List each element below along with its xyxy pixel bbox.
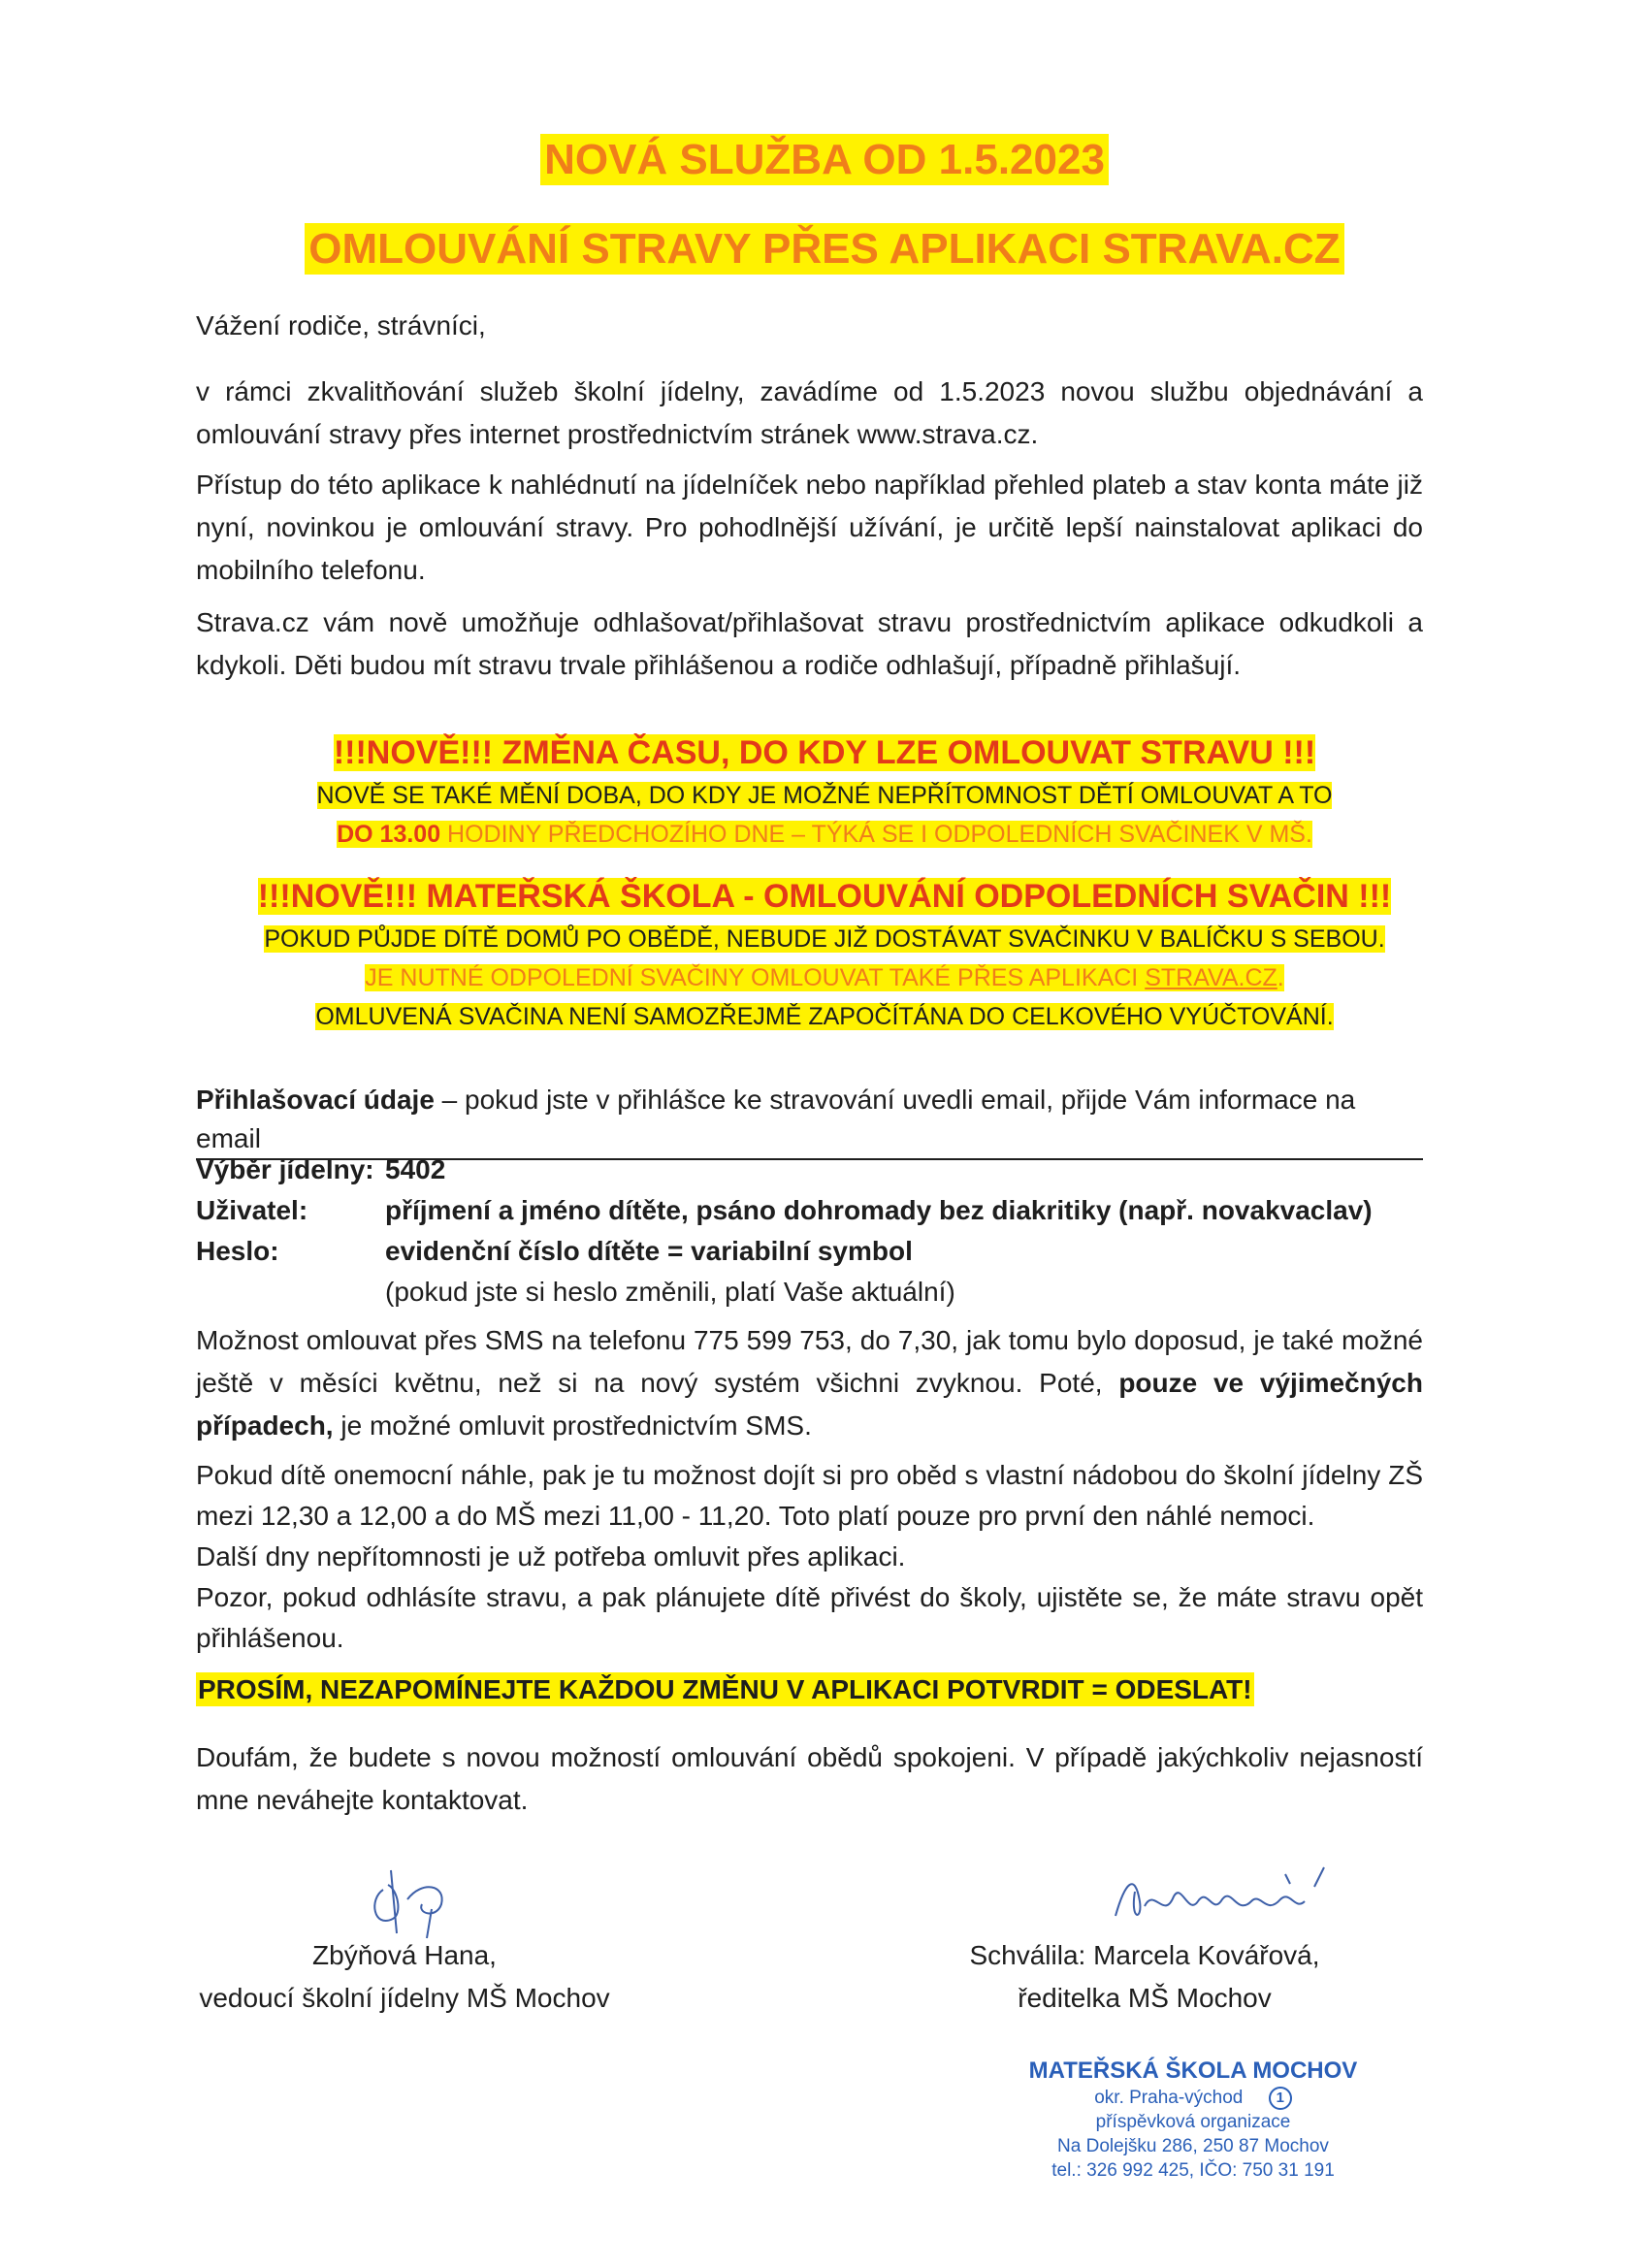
signature-left-role: vedoucí školní jídelny MŠ Mochov bbox=[199, 1983, 610, 2013]
login-note: (pokud jste si heslo změnili, platí Vaše aktuální) bbox=[385, 1277, 955, 1307]
stamp-contact: tel.: 326 992 425, IČO: 750 31 191 bbox=[1051, 2160, 1335, 2181]
login-header-label: Přihlašovací údaje bbox=[196, 1085, 435, 1115]
paragraph-intro: v rámci zkvalitňování služeb školní jídelny, zavádíme od 1.5.2023 novou službu objednávání a omlouvání stravy přes internet prostřednictvím stránek www.strava.cz. bbox=[196, 376, 1423, 449]
notice-snacks bbox=[0, 873, 1649, 1036]
login-label: Heslo: bbox=[196, 1236, 279, 1266]
login-row-password bbox=[196, 1232, 913, 1271]
notice1-line2: HODINY PŘEDCHOZÍHO DNE – TÝKÁ SE I ODPOLEDNÍCH SVAČINEK V MŠ. bbox=[440, 821, 1312, 848]
greeting: Vážení rodiče, strávníci, bbox=[196, 310, 486, 340]
notice1-deadline: DO 13.00 bbox=[337, 821, 441, 848]
stamp-title: MATEŘSKÁ ŠKOLA MOCHOV bbox=[1028, 2057, 1358, 2084]
notice1-heading: !!!NOVĚ!!! ZMĚNA ČASU, DO KDY LZE OMLOUVAT STRAVU !!! bbox=[333, 734, 1316, 771]
login-label: Uživatel: bbox=[196, 1195, 308, 1225]
notice1-line1: NOVĚ SE TAKÉ MĚNÍ DOBA, DO KDY JE MOŽNÉ NEPŘÍTOMNOST DĚTÍ OMLOUVAT A TO bbox=[316, 782, 1333, 809]
login-row-canteen bbox=[196, 1150, 445, 1189]
paragraph-illness bbox=[196, 1455, 1423, 1659]
signature-right-scribble bbox=[1106, 1863, 1339, 1940]
illness-line: Pokud dítě onemocní náhle, pak je tu možnost dojít si pro oběd s vlastní nádobou do školní jídelny ZŠ mezi 12,30 a 12,00 a do MŠ mezi 11,00 - 11,20. Toto platí pouze pro první den náhlé nemoci. bbox=[196, 1460, 1423, 1531]
signature-right-role: ředitelka MŠ Mochov bbox=[1018, 1983, 1272, 2013]
stamp-address: Na Dolejšku 286, 250 87 Mochov bbox=[1057, 2136, 1329, 2156]
strava-link[interactable]: STRAVA.CZ bbox=[1145, 964, 1277, 991]
important-notice: PROSÍM, NEZAPOMÍNEJTE KAŽDOU ZMĚNU V APLIKACI POTVRDIT = ODESLAT! bbox=[198, 1674, 1252, 1704]
login-value: 5402 bbox=[385, 1154, 446, 1184]
login-label: Výběr jídelny: bbox=[196, 1154, 374, 1184]
title-line-2: OMLOUVÁNÍ STRAVY PŘES APLIKACI STRAVA.CZ bbox=[0, 225, 1649, 274]
notice2-line2-end: . bbox=[1277, 964, 1284, 991]
notice2-line3: OMLUVENÁ SVAČINA NENÍ SAMOZŘEJMĚ ZAPOČÍTÁNA DO CELKOVÉHO VYÚČTOVÁNÍ. bbox=[315, 1003, 1334, 1030]
signature-left bbox=[196, 1934, 613, 2020]
notice2-line1: POKUD PŮJDE DÍTĚ DOMŮ PO OBĚDĚ, NEBUDE JIŽ DOSTÁVAT SVAČINKU V BALÍČKU S SEBOU. bbox=[264, 925, 1385, 953]
paragraph-closing: Doufám, že budete s novou možností omlouvání obědů spokojeni. V případě jakýchkoliv nejasností mne neváhejte kontaktovat. bbox=[196, 1742, 1423, 1815]
login-value: evidenční číslo dítěte = variabilní symbol bbox=[385, 1236, 913, 1266]
stamp-org-type: příspěvková organizace bbox=[1095, 2112, 1291, 2132]
signature-right-name: Schválila: Marcela Kovářová, bbox=[969, 1940, 1320, 1970]
paragraph-access: Přístup do této aplikace k nahlédnutí na jídelníček nebo například přehled plateb a stav konta máte již nyní, novinkou je omlouvání stravy. Pro pohodlnější užívání, je určitě lepší nainstalovat aplikaci do mobilního telefonu. bbox=[196, 470, 1423, 585]
paragraph-sms: Možnost omlouvat přes SMS na telefonu 775 599 753, do 7,30, jak tomu bylo doposud, je také možné ještě v měsíci květnu, než si na nový systém všichni zvyknou. Poté, pouze ve výjimečných případech, je možné omluvit prostřednictvím SMS. bbox=[196, 1325, 1423, 1441]
illness-line: Další dny nepřítomnosti je už potřeba omluvit přes aplikaci. bbox=[196, 1541, 906, 1571]
notice-time-change bbox=[0, 729, 1649, 854]
school-stamp bbox=[989, 2057, 1397, 2183]
login-value: příjmení a jméno dítěte, psáno dohromady bez diakritiky (např. novakvaclav) bbox=[385, 1195, 1373, 1225]
stamp-circle-icon: 1 bbox=[1269, 2087, 1292, 2110]
sms-exception: pouze ve výjimečných případech, bbox=[196, 1368, 1423, 1441]
stamp-district: okr. Praha-východ bbox=[1094, 2088, 1244, 2108]
signature-left-name: Zbýňová Hana, bbox=[312, 1940, 497, 1970]
notice2-line2: JE NUTNÉ ODPOLEDNÍ SVAČINY OMLOUVAT TAKÉ PŘES APLIKACI bbox=[365, 964, 1146, 991]
login-header bbox=[196, 1081, 1423, 1160]
login-header-text: – pokud jste v přihlášce ke stravování uvedli email, přijde Vám informace na email bbox=[196, 1085, 1356, 1153]
notice2-heading: !!!NOVĚ!!! MATEŘSKÁ ŠKOLA - OMLOUVÁNÍ ODPOLEDNÍCH SVAČIN !!! bbox=[257, 878, 1392, 915]
illness-line: Pozor, pokud odhlásíte stravu, a pak plánujete dítě přivést do školy, ujistěte se, že máte stravu opět přihlášenou. bbox=[196, 1582, 1423, 1653]
paragraph-strava: Strava.cz vám nově umožňuje odhlašovat/přihlašovat stravu prostřednictvím aplikace odkudkoli a kdykoli. Děti budou mít stravu trvale přihlášenou a rodiče odhlašují, případně přihlašují. bbox=[196, 607, 1423, 680]
login-row-user bbox=[196, 1191, 1373, 1230]
signature-right bbox=[946, 1934, 1343, 2020]
title-line-1: NOVÁ SLUŽBA OD 1.5.2023 bbox=[0, 136, 1649, 184]
